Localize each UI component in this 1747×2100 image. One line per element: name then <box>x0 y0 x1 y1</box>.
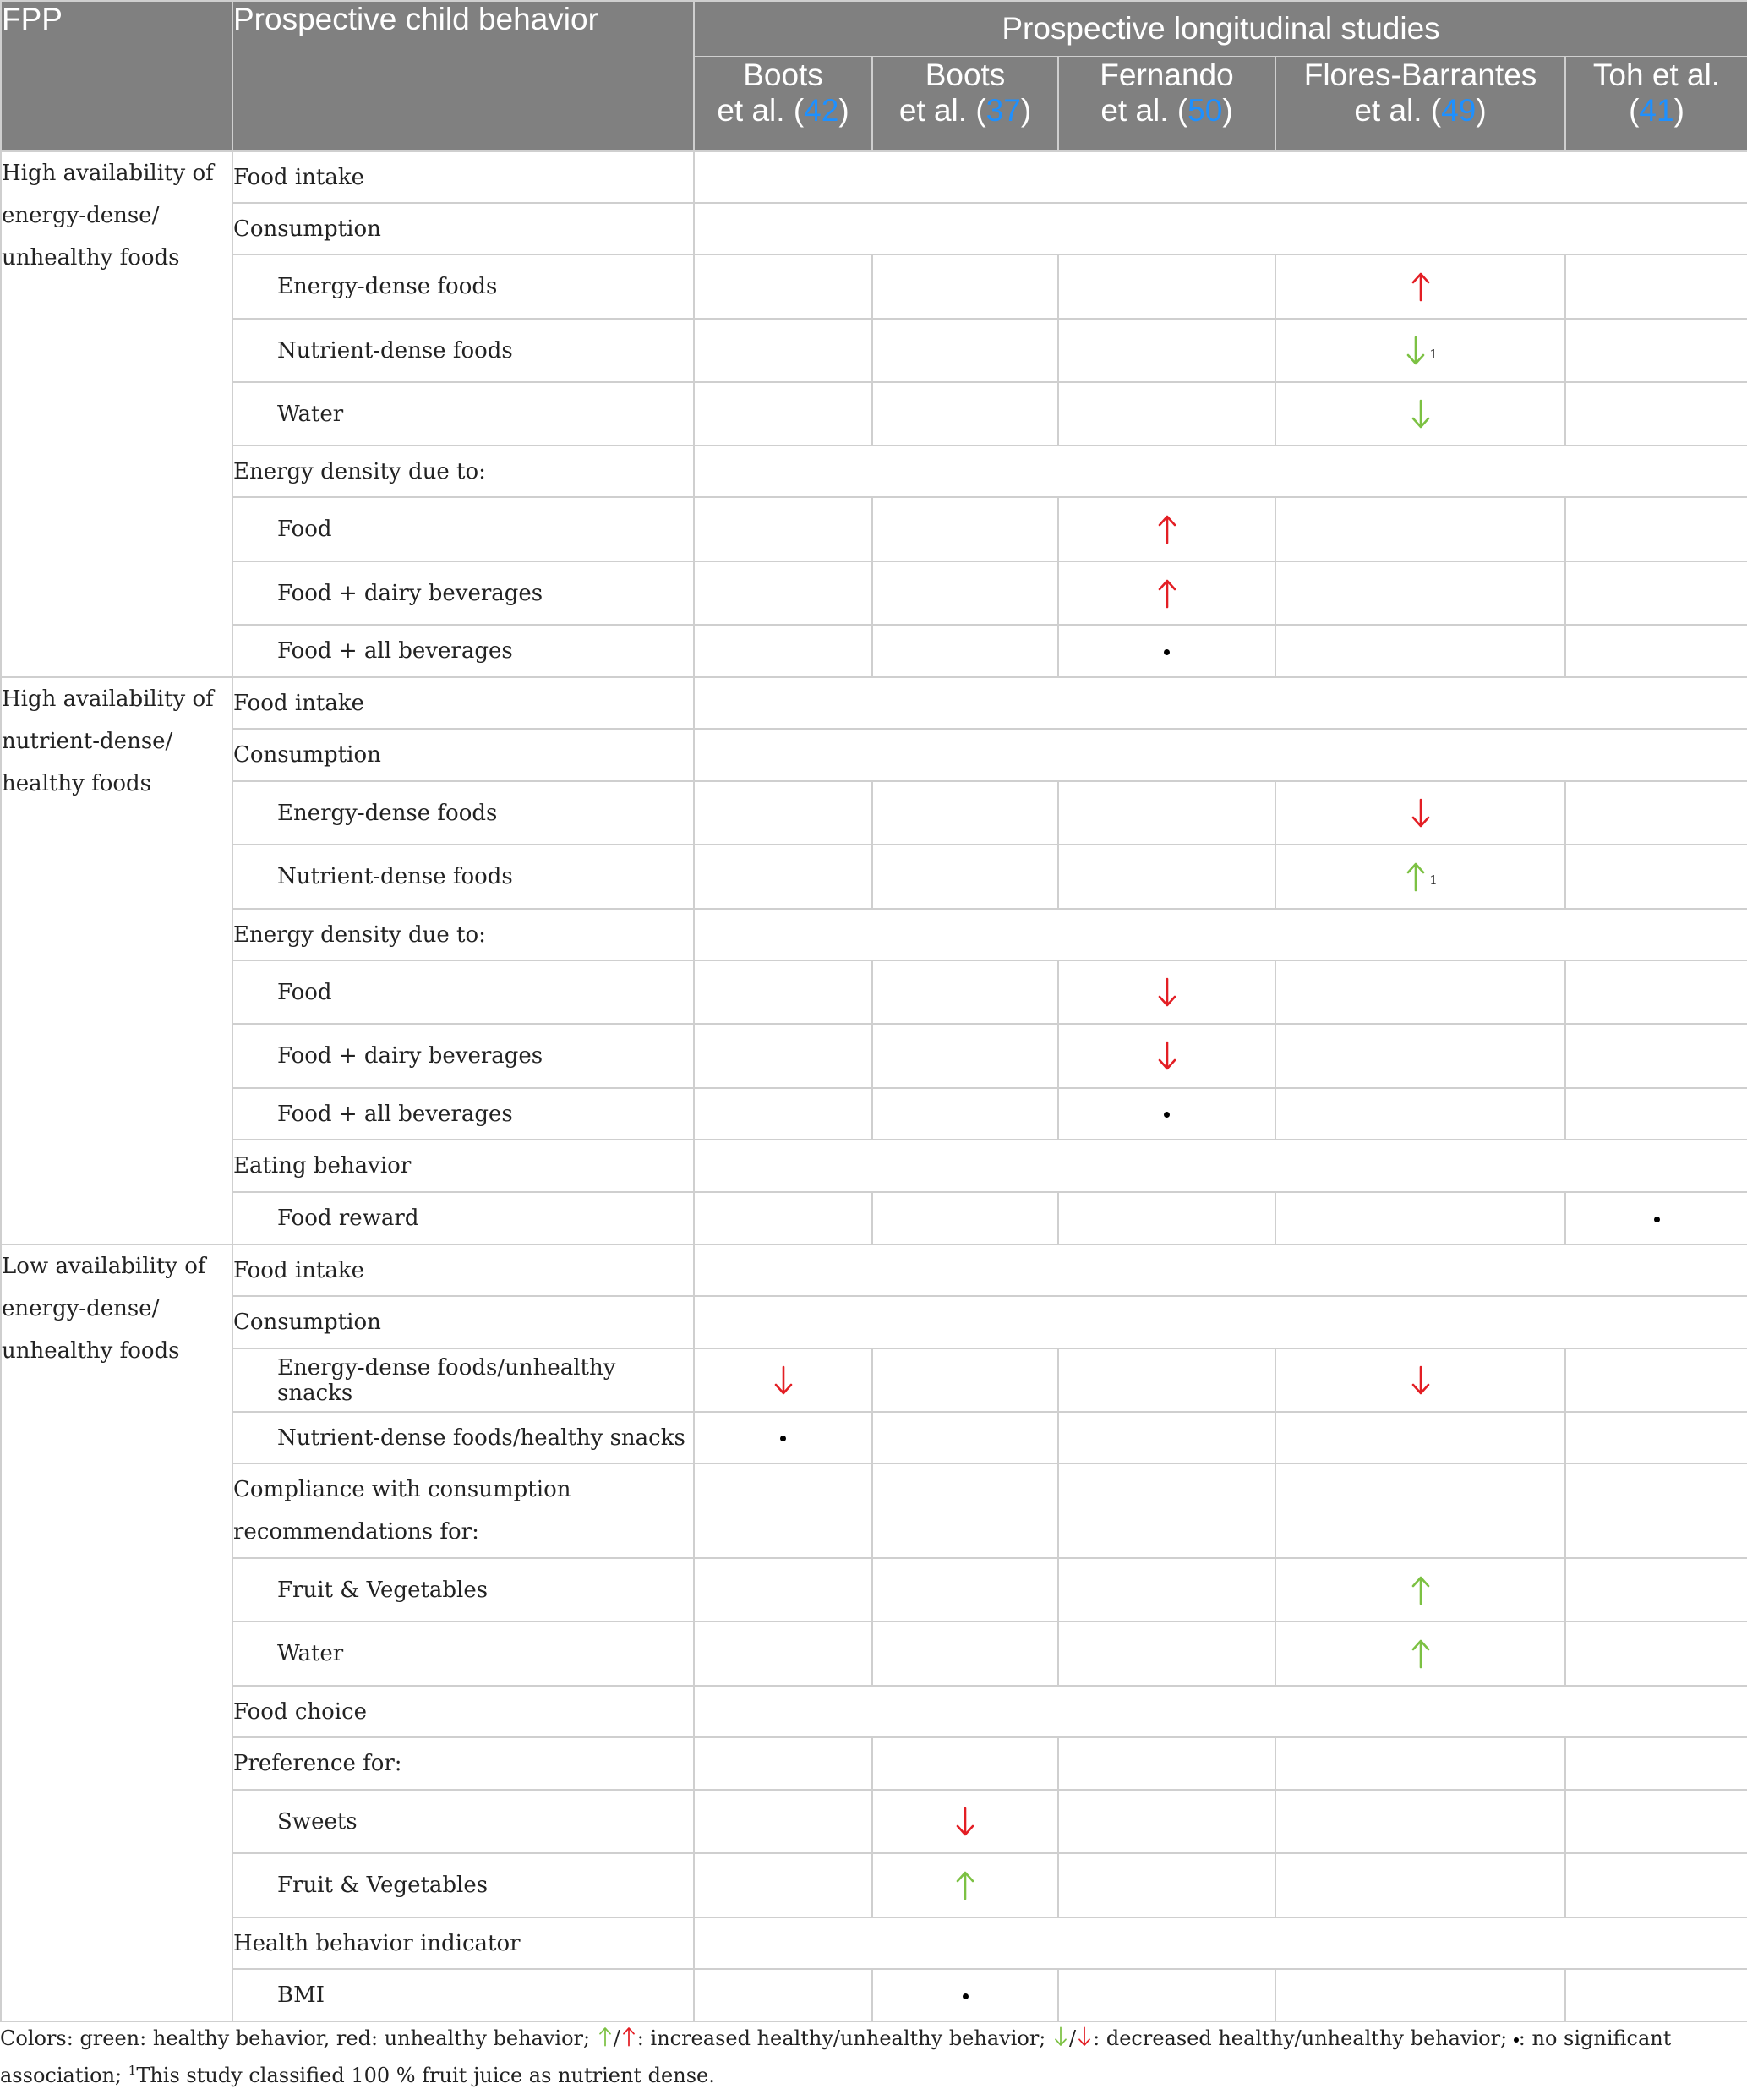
down-arrow-red-icon <box>1408 1364 1433 1397</box>
empty-span-cell <box>694 1140 1747 1192</box>
behavior-category: Food intake <box>232 151 694 203</box>
result-cell <box>1058 1088 1275 1140</box>
header-study-4: Flores-Barrantes et al. (49) <box>1275 57 1565 151</box>
result-cell <box>872 319 1058 382</box>
result-cell <box>1565 1853 1747 1917</box>
study-reference-link[interactable]: 37 <box>985 93 1021 128</box>
empty-span-cell <box>694 1296 1747 1348</box>
down-arrow-green-icon <box>1408 398 1433 430</box>
table-row <box>1 1088 1747 1140</box>
result-cell <box>1565 1790 1747 1853</box>
no-association-dot-icon <box>1164 649 1170 655</box>
empty-span-cell <box>694 729 1747 781</box>
result-cell <box>694 781 872 845</box>
result-cell <box>694 497 872 561</box>
behavior-item: Sweets <box>232 1790 694 1853</box>
result-cell <box>694 845 872 909</box>
behavior-item: Nutrient-dense foods <box>232 845 694 909</box>
table-row <box>1 203 1747 254</box>
behavior-category: Food intake <box>232 1244 694 1296</box>
behavior-item: Energy-dense foods <box>232 781 694 845</box>
result-cell <box>694 1412 872 1463</box>
result-cell <box>1275 1024 1565 1088</box>
result-cell <box>1058 1463 1275 1558</box>
table-row <box>1 1969 1747 2021</box>
no-association-dot-icon <box>1164 1112 1170 1118</box>
up-arrow-red-icon <box>1155 577 1180 610</box>
result-cell <box>1565 1088 1747 1140</box>
result-cell <box>1058 1348 1275 1412</box>
down-arrow-green-icon <box>1403 335 1428 367</box>
result-cell <box>1275 1621 1565 1686</box>
study-author: Flores-Barrantes <box>1303 57 1537 92</box>
up-arrow-red-icon <box>1408 271 1433 303</box>
result-cell <box>1565 960 1747 1024</box>
empty-span-cell <box>694 1244 1747 1296</box>
result-cell <box>694 1024 872 1088</box>
behavior-item: BMI <box>232 1969 694 2021</box>
result-cell <box>872 1412 1058 1463</box>
legend-slash: / <box>613 2026 620 2050</box>
result-cell <box>1275 960 1565 1024</box>
behavior-item: Food + all beverages <box>232 1088 694 1140</box>
result-cell <box>1275 382 1565 446</box>
result-cell <box>1058 1558 1275 1621</box>
table-row <box>1 1737 1747 1790</box>
result-cell <box>694 1558 872 1621</box>
behavior-item: Preference for: <box>232 1737 694 1790</box>
up-arrow-green-icon <box>1408 1574 1433 1606</box>
result-cell <box>1058 497 1275 561</box>
result-cell <box>872 1024 1058 1088</box>
header-behavior: Prospective child behavior <box>232 1 694 151</box>
study-author: Fernando <box>1100 57 1234 92</box>
result-cell <box>872 1853 1058 1917</box>
legend-colors-text: Colors: green: healthy behavior, red: unhealthy behavior; <box>0 2026 597 2050</box>
table-row <box>1 1790 1747 1853</box>
empty-span-cell <box>694 909 1747 960</box>
result-cell <box>694 960 872 1024</box>
header-studies-group: Prospective longitudinal studies <box>694 1 1747 57</box>
result-cell <box>1565 845 1747 909</box>
result-cell <box>694 254 872 319</box>
up-arrow-green-icon <box>597 2025 614 2047</box>
result-cell <box>1275 1790 1565 1853</box>
table-row <box>1 625 1747 677</box>
behavior-item: Food <box>232 960 694 1024</box>
behavior-category: Eating behavior <box>232 1140 694 1192</box>
result-cell <box>1275 1463 1565 1558</box>
result-cell <box>1058 1790 1275 1853</box>
study-etal: et al. <box>717 93 794 128</box>
result-cell <box>1058 1737 1275 1790</box>
result-cell <box>694 561 872 625</box>
behavior-item: Nutrient-dense foods/healthy snacks <box>232 1412 694 1463</box>
table-row <box>1 781 1747 845</box>
result-cell <box>1275 1192 1565 1244</box>
result-cell <box>1565 319 1747 382</box>
study-reference-link[interactable]: 49 <box>1441 93 1477 128</box>
behavior-item: Compliance with consumption recommendations for: <box>232 1463 694 1558</box>
table-footnote <box>0 2022 1741 2092</box>
table-row <box>1 1853 1747 1917</box>
table-row <box>1 1917 1747 1969</box>
result-cell <box>694 1969 872 2021</box>
table-row <box>1 729 1747 781</box>
empty-span-cell <box>694 203 1747 254</box>
table-row <box>1 1412 1747 1463</box>
table-row <box>1 1296 1747 1348</box>
result-cell <box>1565 1463 1747 1558</box>
legend-footnote-mark: 1 <box>128 2063 137 2078</box>
result-cell <box>872 1192 1058 1244</box>
fpp-category: Low availability of energy-dense/ unhealthy foods <box>1 1244 232 2021</box>
result-cell <box>872 1969 1058 2021</box>
up-arrow-green-icon <box>1403 861 1428 893</box>
empty-span-cell <box>694 446 1747 497</box>
result-cell <box>1058 1853 1275 1917</box>
result-cell <box>694 1192 872 1244</box>
header-fpp: FPP <box>1 1 232 151</box>
result-cell <box>1275 1558 1565 1621</box>
legend-footnote-text: This study classified 100 % fruit juice as nutrient dense. <box>136 2064 715 2087</box>
no-association-dot-icon <box>780 1436 786 1441</box>
result-cell <box>1565 254 1747 319</box>
result-cell <box>872 1463 1058 1558</box>
table-row <box>1 1192 1747 1244</box>
table-row <box>1 677 1747 729</box>
result-cell <box>1565 1969 1747 2021</box>
result-cell <box>1275 497 1565 561</box>
result-cell <box>1565 1412 1747 1463</box>
behavior-item: Water <box>232 1621 694 1686</box>
result-cell <box>1275 1412 1565 1463</box>
behavior-category: Energy density due to: <box>232 446 694 497</box>
down-arrow-red-icon <box>1408 797 1433 829</box>
result-cell <box>694 319 872 382</box>
down-arrow-red-icon <box>1076 2025 1093 2047</box>
result-cell <box>872 960 1058 1024</box>
table-row <box>1 1244 1747 1296</box>
behavior-item: Energy-dense foods <box>232 254 694 319</box>
table-row <box>1 909 1747 960</box>
result-cell <box>1565 781 1747 845</box>
down-arrow-green-icon <box>1052 2025 1069 2047</box>
table-row <box>1 1024 1747 1088</box>
result-cell <box>1058 1621 1275 1686</box>
down-arrow-red-icon <box>953 1806 978 1838</box>
result-cell <box>694 625 872 677</box>
result-cell <box>872 1348 1058 1412</box>
table-row <box>1 446 1747 497</box>
result-cell <box>1275 254 1565 319</box>
result-cell <box>872 1790 1058 1853</box>
legend-increase-text: : increased healthy/unhealthy behavior; <box>636 2026 1053 2050</box>
result-cell <box>694 1463 872 1558</box>
result-cell <box>1275 781 1565 845</box>
behavior-category: Consumption <box>232 203 694 254</box>
result-cell <box>694 1853 872 1917</box>
behavior-item: Food + all beverages <box>232 625 694 677</box>
behavior-category: Health behavior indicator <box>232 1917 694 1969</box>
behavior-item: Food reward <box>232 1192 694 1244</box>
result-cell <box>872 1737 1058 1790</box>
result-cell <box>694 1790 872 1853</box>
table-row <box>1 1686 1747 1737</box>
result-cell <box>872 1088 1058 1140</box>
result-cell <box>1275 1969 1565 2021</box>
result-cell <box>872 254 1058 319</box>
result-cell <box>1565 625 1747 677</box>
result-cell <box>1565 497 1747 561</box>
result-cell <box>872 1558 1058 1621</box>
up-arrow-green-icon <box>953 1869 978 1901</box>
result-cell <box>1565 1348 1747 1412</box>
table-row <box>1 1463 1747 1558</box>
result-cell <box>694 1348 872 1412</box>
table-row <box>1 1558 1747 1621</box>
table-row <box>1 960 1747 1024</box>
behavior-category: Consumption <box>232 1296 694 1348</box>
study-author: Toh et al. <box>1592 57 1721 92</box>
behavior-category: Food intake <box>232 677 694 729</box>
empty-span-cell <box>694 1917 1747 1969</box>
down-arrow-red-icon <box>771 1364 796 1397</box>
down-arrow-red-icon <box>1155 976 1180 1009</box>
header-study-2: Boots et al. (37) <box>872 57 1058 151</box>
result-cell <box>694 382 872 446</box>
result-cell <box>1565 561 1747 625</box>
result-cell <box>1058 845 1275 909</box>
study-etal: et al. <box>1100 93 1177 128</box>
table-row <box>1 1621 1747 1686</box>
result-cell <box>1565 1558 1747 1621</box>
table-row <box>1 1348 1747 1412</box>
table-row <box>1 561 1747 625</box>
result-cell <box>1565 382 1747 446</box>
result-cell <box>872 497 1058 561</box>
behavior-item: Food + dairy beverages <box>232 1024 694 1088</box>
table-row <box>1 319 1747 382</box>
result-cell <box>872 625 1058 677</box>
table-row <box>1 1140 1747 1192</box>
behavior-category: Energy density due to: <box>232 909 694 960</box>
study-reference-link[interactable]: 41 <box>1639 93 1674 128</box>
empty-span-cell <box>694 677 1747 729</box>
result-cell <box>1058 1969 1275 2021</box>
result-cell <box>694 1737 872 1790</box>
result-cell <box>872 382 1058 446</box>
result-cell <box>1058 625 1275 677</box>
result-cell <box>1565 1192 1747 1244</box>
study-reference-link[interactable]: 50 <box>1187 93 1223 128</box>
result-cell <box>1058 319 1275 382</box>
study-author: Boots <box>743 57 823 92</box>
result-cell <box>872 781 1058 845</box>
result-cell <box>1275 1088 1565 1140</box>
no-association-dot-icon <box>1654 1217 1660 1222</box>
result-cell <box>1565 1621 1747 1686</box>
result-cell <box>1058 254 1275 319</box>
legend-slash-2: / <box>1069 2026 1077 2050</box>
result-cell <box>1565 1024 1747 1088</box>
up-arrow-red-icon <box>620 2025 637 2047</box>
study-reference-link[interactable]: 42 <box>804 93 839 128</box>
table-row <box>1 497 1747 561</box>
result-cell <box>694 1088 872 1140</box>
no-association-dot-icon <box>963 1993 969 1999</box>
behavior-item: Food + dairy beverages <box>232 561 694 625</box>
study-author: Boots <box>925 57 1006 92</box>
result-cell <box>1275 319 1565 382</box>
result-cell <box>1275 1853 1565 1917</box>
behavior-item: Fruit & Vegetables <box>232 1853 694 1917</box>
header-study-5: Toh et al. (41) <box>1565 57 1747 151</box>
result-cell <box>1058 1412 1275 1463</box>
result-cell <box>1275 625 1565 677</box>
empty-span-cell <box>694 1686 1747 1737</box>
result-cell <box>1058 1024 1275 1088</box>
result-cell <box>1058 382 1275 446</box>
result-cell <box>1565 1737 1747 1790</box>
footnote-mark: 1 <box>1429 346 1438 362</box>
behavior-item: Water <box>232 382 694 446</box>
study-etal: et al. <box>898 93 976 128</box>
fpp-category: High availability of energy-dense/ unhealthy foods <box>1 151 232 677</box>
down-arrow-red-icon <box>1155 1040 1180 1072</box>
legend-dot-text: : no significant association; <box>0 2026 1672 2087</box>
behavior-item: Nutrient-dense foods <box>232 319 694 382</box>
result-cell <box>1275 561 1565 625</box>
result-cell <box>872 561 1058 625</box>
up-arrow-green-icon <box>1408 1638 1433 1670</box>
empty-span-cell <box>694 151 1747 203</box>
behavior-category: Consumption <box>232 729 694 781</box>
header-study-1: Boots et al. (42) <box>694 57 872 151</box>
behavior-category: Food choice <box>232 1686 694 1737</box>
legend-decrease-text: : decreased healthy/unhealthy behavior; <box>1093 2026 1514 2050</box>
fpp-category: High availability of nutrient-dense/ healthy foods <box>1 677 232 1244</box>
result-cell <box>872 1621 1058 1686</box>
behavior-item: Fruit & Vegetables <box>232 1558 694 1621</box>
footnote-mark: 1 <box>1429 872 1438 888</box>
result-cell <box>1275 1348 1565 1412</box>
header-study-3: Fernando et al. (50) <box>1058 57 1275 151</box>
result-cell <box>1275 1737 1565 1790</box>
result-cell <box>1058 781 1275 845</box>
result-cell <box>1275 845 1565 909</box>
behavior-item: Energy-dense foods/unhealthy snacks <box>232 1348 694 1412</box>
table-row <box>1 382 1747 446</box>
study-etal: et al. <box>1354 93 1431 128</box>
result-cell <box>694 1621 872 1686</box>
result-cell <box>1058 960 1275 1024</box>
result-cell <box>1058 1192 1275 1244</box>
table-row <box>1 254 1747 319</box>
up-arrow-red-icon <box>1155 513 1180 545</box>
behavior-item: Food <box>232 497 694 561</box>
table-row <box>1 845 1747 909</box>
result-cell <box>1058 561 1275 625</box>
result-cell <box>872 845 1058 909</box>
table-row <box>1 151 1747 203</box>
